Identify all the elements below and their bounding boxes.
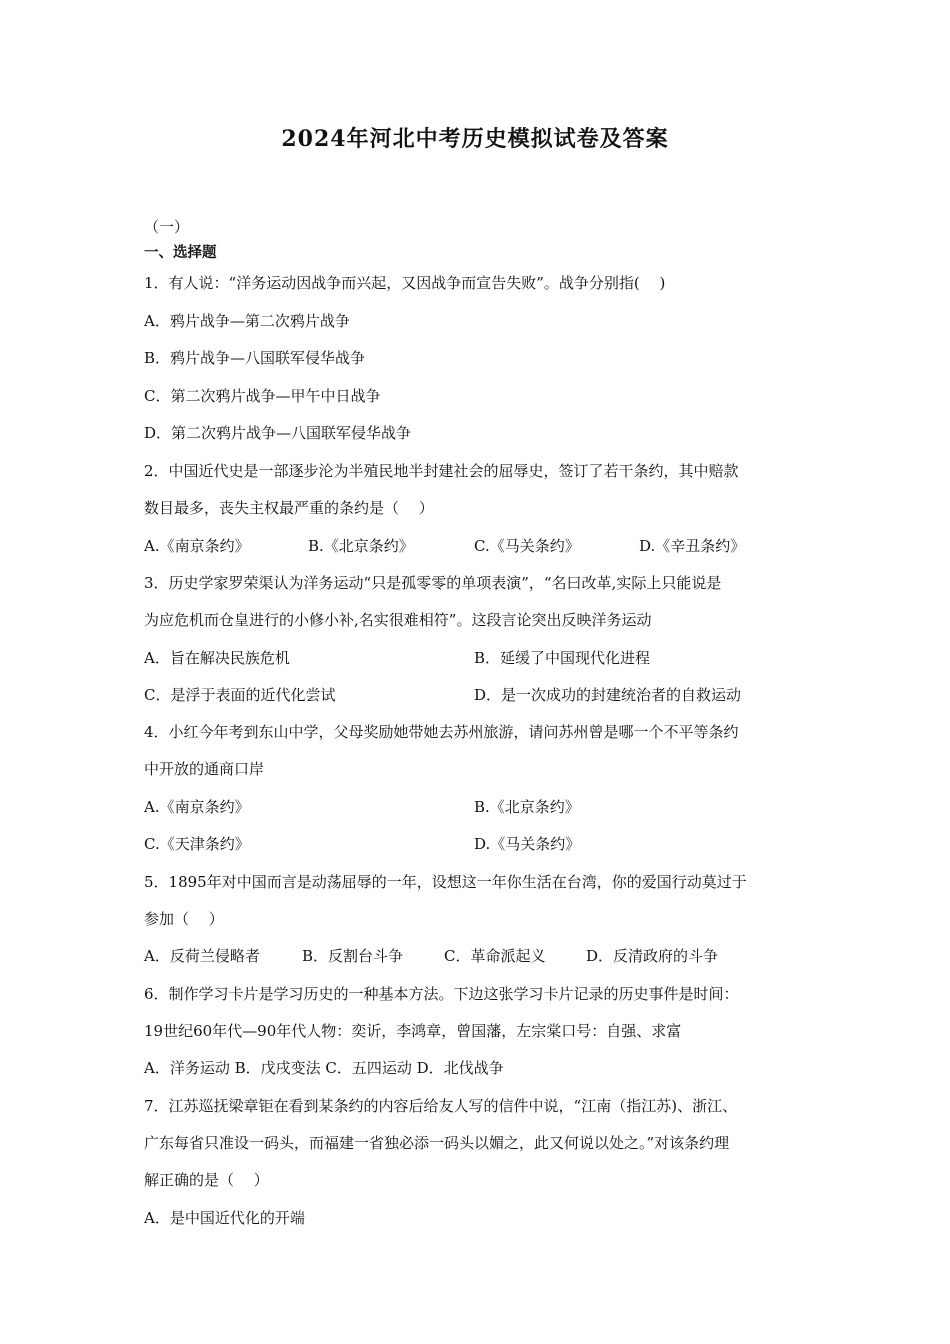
question-1-option-b: B．鸦片战争—八国联军侵华战争 [144,349,366,367]
question-3-stem-line-1: 3．历史学家罗荣渠认为洋务运动“只是孤零零的单项表演”，“名曰改革,实际上只能说是 [144,574,722,592]
part-label: （一） [144,218,190,236]
question-4-option-a: A.《南京条约》 [144,798,250,816]
question-2-option-d: D.《辛丑条约》 [639,537,746,555]
section-title: 一、选择题 [144,245,217,261]
question-7-stem-line-3: 解正确的是（ ） [144,1171,269,1189]
question-5-option-a: A．反荷兰侵略者 [144,947,260,965]
page-title: 2024年河北中考历史模拟试卷及答案 [281,126,669,152]
question-4-option-c: C.《天津条约》 [144,835,250,853]
question-4-stem-line-2: 中开放的通商口岸 [144,760,265,778]
question-3-option-c: C．是浮于表面的近代化尝试 [144,686,336,704]
question-2-option-b: B.《北京条约》 [308,537,414,555]
question-4-stem-line-1: 4．小红今年考到东山中学，父母奖励她带她去苏州旅游，请问苏州曾是哪一个不平等条约 [144,723,739,741]
question-7-option-a: A．是中国近代化的开端 [144,1209,305,1227]
question-1-stem: 1．有人说：“洋务运动因战争而兴起，又因战争而宣告失败”。战争分别指( ) [144,274,666,292]
question-2-option-c: C.《马关条约》 [474,537,580,555]
question-3-option-a: A．旨在解决民族危机 [144,649,290,667]
question-2-stem-line-2: 数目最多，丧失主权最严重的条约是（ ） [144,499,434,517]
question-2-option-a: A.《南京条约》 [144,537,250,555]
question-6-stem-line-1: 6．制作学习卡片是学习历史的一种基本方法。下边这张学习卡片记录的历史事件是时间： [144,985,739,1003]
question-6-stem-line-2: 19世纪60年代—90年代人物：奕䜣，李鸿章，曾国藩，左宗棠口号：自强、求富 [144,1022,682,1040]
question-5-option-c: C．革命派起义 [444,947,546,965]
question-5-option-b: B．反割台斗争 [302,947,404,965]
question-5-stem-line-1: 5．1895年对中国而言是动荡屈辱的一年，设想这一年你生活在台湾，你的爱国行动莫过于 [144,873,747,891]
question-3-option-d: D．是一次成功的封建统治者的自救运动 [474,686,742,704]
question-2-stem-line-1: 2．中国近代史是一部逐步沦为半殖民地半封建社会的屈辱史，签订了若干条约，其中赔款 [144,462,739,480]
question-5-stem-line-2: 参加（ ） [144,910,224,928]
question-3-option-b: B．延缓了中国现代化进程 [474,649,651,667]
question-6-options: A．洋务运动 B．戊戌变法 C．五四运动 D．北伐战争 [144,1059,504,1077]
question-1-option-c: C．第二次鸦片战争—甲午中日战争 [144,387,381,405]
question-5-option-d: D．反清政府的斗争 [586,947,719,965]
question-4-option-b: B.《北京条约》 [474,798,580,816]
question-1-option-d: D．第二次鸦片战争—八国联军侵华战争 [144,424,412,442]
question-7-stem-line-1: 7．江苏巡抚梁章钜在看到某条约的内容后给友人写的信件中说，“江南（指江苏)、浙江、 [144,1097,738,1115]
question-1-option-a: A．鸦片战争—第二次鸦片战争 [144,312,350,330]
question-4-option-d: D.《马关条约》 [474,835,581,853]
question-3-stem-line-2: 为应危机而仓皇进行的小修小补,名实很难相符”。这段言论突出反映洋务运动 [144,611,652,629]
question-7-stem-line-2: 广东每省只准设一码头，而福建一省独必添一码头以媚之，此又何说以处之。”对该条约理 [144,1134,730,1152]
